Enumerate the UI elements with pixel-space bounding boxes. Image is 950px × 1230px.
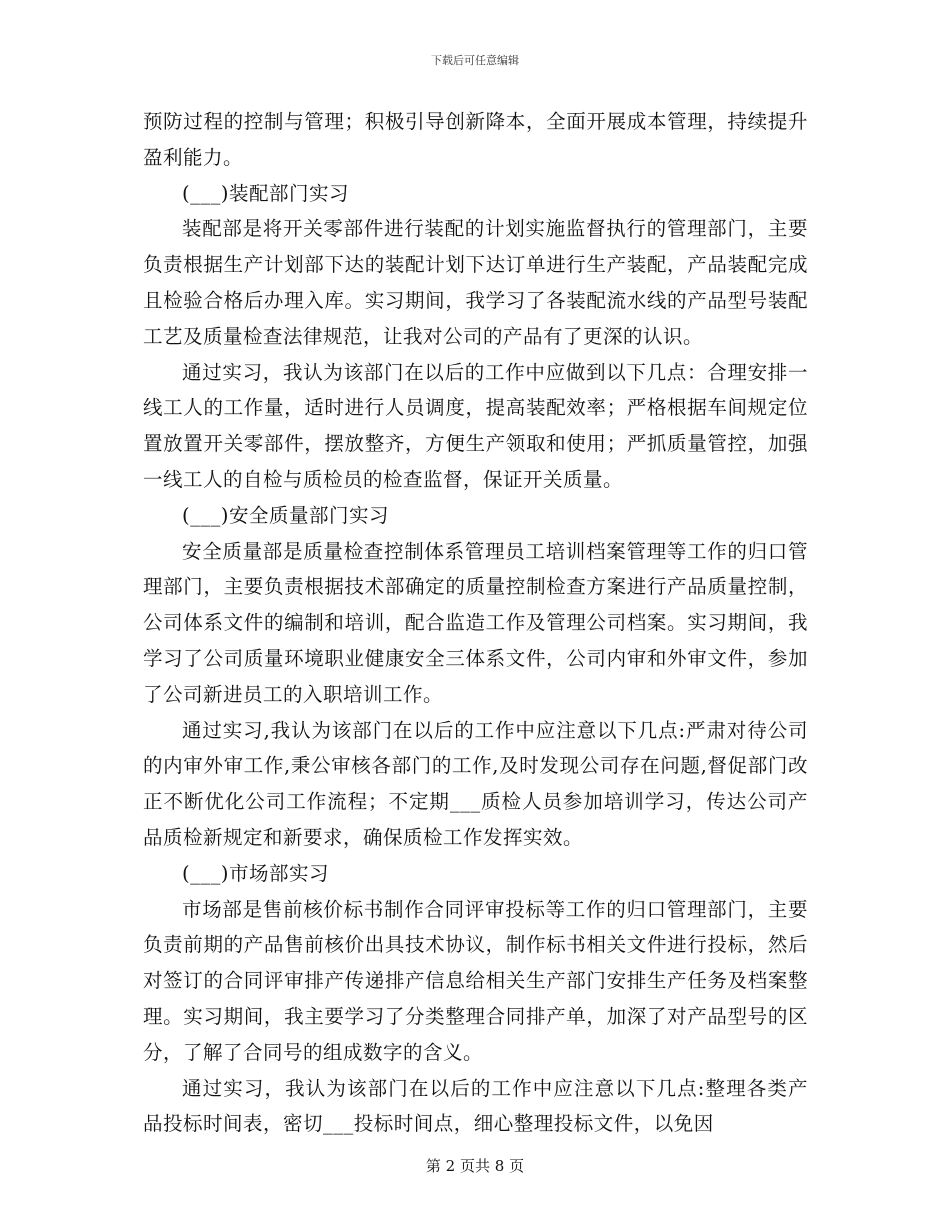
- document-body: [143, 104, 808, 1142]
- paragraph-assembly-description: 装配部是将开关零部件进行装配的计划实施监督执行的管理部门，主要负责根据生产计划部下达的装配计划下达订单进行生产装配，产品装配完成且检验合格后办理入库。实习期间，我学习了各装配流水线的产品型号装配工艺及质量检查法律规范，让我对公司的产品有了更深的认识。: [143, 217, 808, 348]
- paragraph-market-description: 市场部是售前核价标书制作合同评审投标等工作的归口管理部门，主要负责前期的产品售前核价出具技术协议，制作标书相关文件进行投标，然后对签订的合同评审排产传递排产信息给相关生产部门安排生产任务及档案整理。实习期间，我主要学习了分类整理合同排产单，加深了对产品型号的区分，了解了合同号的组成数字的含义。: [143, 897, 808, 1064]
- section-heading-market: (___)市场部实习: [182, 861, 329, 885]
- paragraph-market-reflection: 通过实习，我认为该部门在以后的工作中应注意以下几点:整理各类产品投标时间表，密切___投标时间点，细心整理投标文件，以免因: [143, 1076, 808, 1136]
- page-header-note: 下载后可任意编辑: [431, 54, 519, 67]
- page-number: 第 2 页共 8 页: [425, 1157, 525, 1175]
- section-heading-assembly: (___)装配部门实习: [182, 181, 349, 205]
- paragraph-safety-quality-description: 安全质量部是质量检查控制体系管理员工培训档案管理等工作的归口管理部门，主要负责根据技术部确定的质量控制检查方案进行产品质量控制，公司体系文件的编制和培训，配合监造工作及管理公司档案。实习期间，我学习了公司质量环境职业健康安全三体系文件，公司内审和外审文件，参加了公司新进员工的入职培训工作。: [143, 539, 808, 706]
- section-heading-safety-quality: (___)安全质量部门实习: [182, 503, 389, 527]
- paragraph-safety-quality-reflection: 通过实习,我认为该部门在以后的工作中应注意以下几点:严肃对待公司的内审外审工作,秉公审核各部门的工作,及时发现公司存在问题,督促部门改正不断优化公司工作流程；不定期___质检人员参加培训学习，传达公司产品质检新规定和新要求，确保质检工作发挥实效。: [143, 718, 808, 849]
- paragraph-assembly-reflection: 通过实习，我认为该部门在以后的工作中应做到以下几点：合理安排一线工人的工作量，适时进行人员调度，提高装配效率；严格根据车间规定位置放置开关零部件，摆放整齐，方便生产领取和使用；严抓质量管控，加强一线工人的自检与质检员的检查监督，保证开关质量。: [143, 360, 808, 491]
- paragraph-continuation: 预防过程的控制与管理；积极引导创新降本，全面开展成本管理，持续提升盈利能力。: [143, 110, 808, 169]
